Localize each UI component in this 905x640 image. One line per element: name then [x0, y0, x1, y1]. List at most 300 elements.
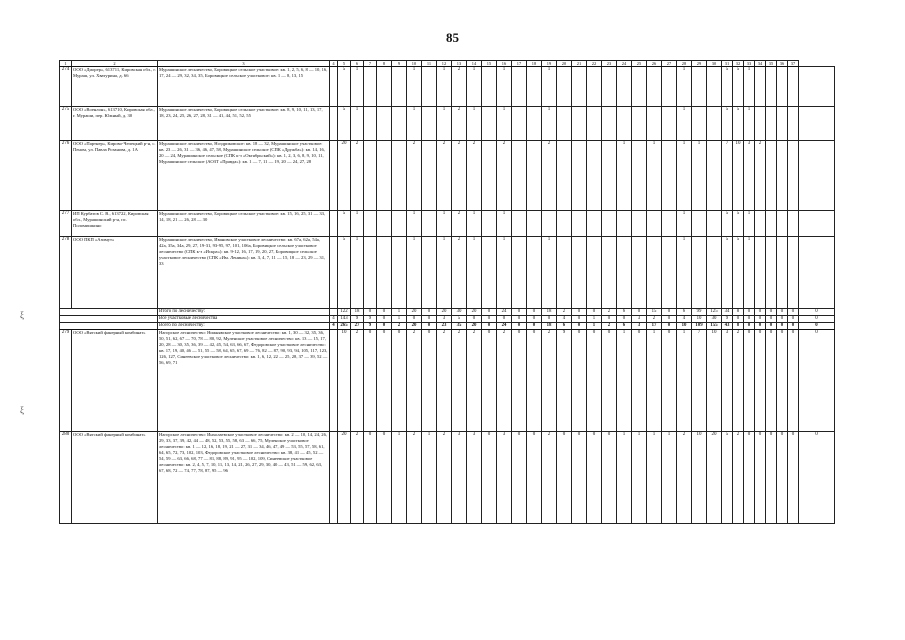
- value-cell: [572, 237, 587, 309]
- column-number: 19: [542, 61, 557, 67]
- total-value-cell: 24: [497, 323, 512, 330]
- value-cell: [482, 67, 497, 107]
- value-cell: 3: [452, 432, 467, 524]
- value-cell: 1: [542, 237, 557, 309]
- value-cell: [755, 211, 766, 237]
- value-cell: [766, 211, 777, 237]
- total-value-cell: 0: [482, 309, 497, 316]
- total-value-cell: 10: [677, 323, 692, 330]
- value-cell: 5: [338, 211, 351, 237]
- total-value-cell: 10: [692, 316, 707, 323]
- value-cell: [330, 141, 338, 211]
- value-cell: 0: [482, 330, 497, 432]
- value-cell: 0: [777, 432, 788, 524]
- value-cell: 1: [407, 67, 422, 107]
- value-cell: [602, 237, 617, 309]
- total-value-cell: 17: [647, 323, 662, 330]
- value-cell: [788, 211, 799, 237]
- value-cell: [632, 211, 647, 237]
- total-value-cell: 0: [755, 316, 766, 323]
- value-cell: [330, 432, 338, 524]
- value-cell: 0: [755, 432, 766, 524]
- column-number: 25: [632, 61, 647, 67]
- value-cell: [377, 141, 392, 211]
- total-value-cell: 143: [338, 316, 351, 323]
- column-number: 31: [722, 61, 733, 67]
- value-cell: [788, 141, 799, 211]
- value-cell: 0: [799, 330, 835, 432]
- organization-cell: ООО «Военлон», 613710, Кировская обл., г. Мураши, пер. Южный, д. 30: [72, 107, 158, 141]
- total-value-cell: 9: [351, 316, 364, 323]
- total-value-cell: 3: [437, 316, 452, 323]
- total-value-cell: 20: [437, 309, 452, 316]
- total-value-cell: 18: [542, 309, 557, 316]
- total-value-cell: 0: [733, 316, 744, 323]
- total-value-cell: 122: [338, 309, 351, 316]
- value-cell: [587, 107, 602, 141]
- value-cell: [422, 141, 437, 211]
- value-cell: 1: [407, 107, 422, 141]
- value-cell: [707, 107, 722, 141]
- value-cell: [482, 141, 497, 211]
- value-cell: [755, 107, 766, 141]
- value-cell: [377, 237, 392, 309]
- value-cell: 2: [452, 237, 467, 309]
- value-cell: [542, 211, 557, 237]
- value-cell: [572, 211, 587, 237]
- value-cell: 0: [799, 432, 835, 524]
- column-number: 34: [755, 61, 766, 67]
- value-cell: 5: [733, 237, 744, 309]
- value-cell: [602, 211, 617, 237]
- column-number: 23: [602, 61, 617, 67]
- value-cell: 0: [788, 330, 799, 432]
- value-cell: 5: [722, 67, 733, 107]
- total-value-cell: 8: [733, 323, 744, 330]
- value-cell: 0: [527, 330, 542, 432]
- value-cell: 2: [733, 432, 744, 524]
- value-cell: [512, 211, 527, 237]
- value-cell: 0: [482, 432, 497, 524]
- column-number: 5: [338, 61, 351, 67]
- column-number: 15: [482, 61, 497, 67]
- total-value-cell: 9: [722, 316, 733, 323]
- total-row: [60, 309, 835, 316]
- value-cell: 3: [467, 432, 482, 524]
- total-value-cell: 0: [467, 316, 482, 323]
- total-value-cell: 0: [497, 316, 512, 323]
- row-number: 277: [60, 211, 72, 237]
- value-cell: [330, 67, 338, 107]
- value-cell: 1: [677, 67, 692, 107]
- value-cell: [662, 107, 677, 141]
- page-number: 85: [446, 30, 459, 45]
- value-cell: 5: [733, 107, 744, 141]
- value-cell: [766, 237, 777, 309]
- value-cell: 0: [587, 330, 602, 432]
- total-value-cell: 0: [364, 309, 377, 316]
- value-cell: 1: [617, 432, 632, 524]
- value-cell: [364, 107, 377, 141]
- organization-cell: ООО «Вятский фанерный комбинат»: [72, 432, 158, 524]
- total-value-cell: 0: [799, 309, 835, 316]
- total-value-cell: 23: [437, 323, 452, 330]
- column-number: 1: [60, 61, 72, 67]
- total-value-cell: 0: [587, 309, 602, 316]
- value-cell: [707, 67, 722, 107]
- total-value-cell: 0: [527, 316, 542, 323]
- total-row: [60, 323, 835, 330]
- value-cell: [364, 67, 377, 107]
- total-value-cell: 99: [692, 309, 707, 316]
- empty-cell: [60, 309, 158, 316]
- value-cell: [392, 211, 407, 237]
- value-cell: 9: [557, 330, 572, 432]
- total-value-cell: 3: [632, 323, 647, 330]
- value-cell: [662, 237, 677, 309]
- table-row: [60, 237, 835, 309]
- value-cell: 1: [617, 330, 632, 432]
- value-cell: 1: [497, 67, 512, 107]
- total-value-cell: 0: [788, 323, 799, 330]
- value-cell: 0: [744, 330, 755, 432]
- value-cell: [572, 107, 587, 141]
- value-cell: 0: [766, 432, 777, 524]
- column-number: 4: [330, 61, 338, 67]
- value-cell: [755, 237, 766, 309]
- total-value-cell: 0: [527, 323, 542, 330]
- value-cell: [788, 107, 799, 141]
- value-cell: [766, 141, 777, 211]
- value-cell: [330, 330, 338, 432]
- value-cell: [527, 211, 542, 237]
- value-cell: [632, 141, 647, 211]
- value-cell: [617, 211, 632, 237]
- value-cell: 0: [377, 330, 392, 432]
- value-cell: 3: [744, 141, 755, 211]
- table-row: [60, 330, 835, 432]
- value-cell: 1: [467, 107, 482, 141]
- value-cell: 5: [338, 67, 351, 107]
- column-number: 7: [364, 61, 377, 67]
- value-cell: 5: [722, 211, 733, 237]
- value-cell: [707, 237, 722, 309]
- value-cell: 0: [364, 330, 377, 432]
- value-cell: 1: [744, 67, 755, 107]
- value-cell: [482, 211, 497, 237]
- total-value-cell: 0: [617, 316, 632, 323]
- forest-quarters-cell: Мурашинское лесничество, Боровицкое сельское участковое: кв. 15, 16, 25, 31 — 33, 14, 18, 21 — 26, 28 — 30: [158, 211, 330, 237]
- total-value-cell: 0: [662, 309, 677, 316]
- total-value-cell: 1: [392, 309, 407, 316]
- value-cell: [662, 211, 677, 237]
- value-cell: 20: [338, 432, 351, 524]
- value-cell: 3: [722, 330, 733, 432]
- value-cell: [364, 141, 377, 211]
- column-number: 9: [392, 61, 407, 67]
- value-cell: 0: [602, 330, 617, 432]
- value-cell: 2: [542, 330, 557, 432]
- value-cell: 0: [766, 330, 777, 432]
- value-cell: [766, 107, 777, 141]
- value-cell: 2: [407, 432, 422, 524]
- table-row: [60, 107, 835, 141]
- value-cell: [777, 237, 788, 309]
- total-value-cell: 0: [766, 309, 777, 316]
- value-cell: 2: [467, 141, 482, 211]
- value-cell: [527, 67, 542, 107]
- value-cell: 1: [497, 237, 512, 309]
- value-cell: 1: [437, 237, 452, 309]
- value-cell: 2: [437, 141, 452, 211]
- value-cell: 1: [392, 432, 407, 524]
- value-cell: 2: [351, 330, 364, 432]
- total-value-cell: 0: [512, 323, 527, 330]
- organization-cell: ООО ПКП «Азимут»: [72, 237, 158, 309]
- value-cell: 0: [392, 330, 407, 432]
- value-cell: [632, 67, 647, 107]
- total-value-cell: 0: [377, 323, 392, 330]
- total-value-cell: 0: [632, 309, 647, 316]
- registry-table: [59, 60, 835, 524]
- total-value-cell: 20: [467, 309, 482, 316]
- value-cell: 0: [377, 432, 392, 524]
- value-cell: [799, 141, 835, 211]
- value-cell: 1: [497, 107, 512, 141]
- column-number: 10: [407, 61, 422, 67]
- value-cell: 0: [512, 432, 527, 524]
- value-cell: 2: [497, 141, 512, 211]
- column-number: 27: [662, 61, 677, 67]
- total-value-cell: 4: [330, 316, 338, 323]
- value-cell: 0: [572, 330, 587, 432]
- column-number: 16: [497, 61, 512, 67]
- value-cell: 0: [602, 432, 617, 524]
- value-cell: [572, 141, 587, 211]
- value-cell: 2: [407, 330, 422, 432]
- value-cell: 0: [744, 432, 755, 524]
- value-cell: [602, 67, 617, 107]
- row-number: 274: [60, 67, 72, 107]
- value-cell: [647, 67, 662, 107]
- value-cell: 2: [733, 330, 744, 432]
- total-value-cell: 0: [482, 316, 497, 323]
- column-number: 2: [72, 61, 158, 67]
- total-value-cell: 0: [512, 316, 527, 323]
- total-value-cell: 109: [692, 323, 707, 330]
- total-value-cell: 20: [407, 309, 422, 316]
- value-cell: 1: [437, 107, 452, 141]
- value-cell: 1: [744, 237, 755, 309]
- total-value-cell: 0: [602, 316, 617, 323]
- total-value-cell: 2: [647, 316, 662, 323]
- empty-cell: [60, 323, 158, 330]
- value-cell: 1: [744, 211, 755, 237]
- value-cell: [377, 211, 392, 237]
- total-value-cell: 6: [677, 309, 692, 316]
- value-cell: [527, 141, 542, 211]
- value-cell: [364, 211, 377, 237]
- value-cell: [330, 107, 338, 141]
- row-number: 275: [60, 107, 72, 141]
- total-value-cell: 1: [587, 316, 602, 323]
- value-cell: 5: [722, 237, 733, 309]
- value-cell: [766, 67, 777, 107]
- row-number: 279: [60, 330, 72, 432]
- value-cell: [422, 67, 437, 107]
- total-value-cell: 265: [338, 323, 351, 330]
- value-cell: 2: [437, 432, 452, 524]
- value-cell: [755, 67, 766, 107]
- total-value-cell: 8: [733, 309, 744, 316]
- value-cell: [392, 67, 407, 107]
- total-value-cell: 1: [392, 316, 407, 323]
- value-cell: [799, 211, 835, 237]
- value-cell: 1: [647, 330, 662, 432]
- value-cell: 1: [437, 211, 452, 237]
- total-value-cell: 0: [744, 323, 755, 330]
- organization-cell: ООО «Вятский фанерный комбинат»: [72, 330, 158, 432]
- total-value-cell: 0: [744, 309, 755, 316]
- value-cell: [527, 237, 542, 309]
- value-cell: [330, 237, 338, 309]
- value-cell: [777, 107, 788, 141]
- value-cell: 10: [707, 330, 722, 432]
- value-cell: [512, 67, 527, 107]
- total-value-cell: 155: [707, 323, 722, 330]
- total-value-cell: [330, 309, 338, 316]
- value-cell: [557, 107, 572, 141]
- value-cell: 20: [707, 432, 722, 524]
- value-cell: [647, 211, 662, 237]
- total-value-cell: 0: [662, 323, 677, 330]
- value-cell: [707, 211, 722, 237]
- total-value-cell: 0: [766, 323, 777, 330]
- value-cell: 1: [677, 141, 692, 211]
- table-row: [60, 141, 835, 211]
- value-cell: 2: [542, 141, 557, 211]
- column-number: 17: [512, 61, 527, 67]
- column-number: 30: [707, 61, 722, 67]
- total-row: [60, 316, 835, 323]
- column-number: 8: [377, 61, 392, 67]
- total-value-cell: 0: [799, 323, 835, 330]
- total-value-cell: 2: [602, 309, 617, 316]
- value-cell: [587, 237, 602, 309]
- value-cell: 2: [351, 141, 364, 211]
- column-number: 29: [692, 61, 707, 67]
- value-cell: 7: [722, 141, 733, 211]
- forest-quarters-cell: Мурашинское лесничество, Ивановское участковое лесничество: кв. 67а, 62а, 54а, 42а, 35а, 34а, 29, 27, 19-31, 93-95, 97, 101, 106а, Боровицкое сельское участковое лесничество (СПК к-з «Искра»): кв. 9-12, 16, 17, 19, 20, 27, Боровицкое сельское участковое лесничество (СПК «Им. Ленина»): кв. 3, 4, 7, 11 — 15, 18 — 23, 29 — 31, 33: [158, 237, 330, 309]
- value-cell: 0: [777, 330, 788, 432]
- value-cell: [632, 237, 647, 309]
- column-number: 21: [572, 61, 587, 67]
- organization-cell: ООО «Диорер», 613711, Кировская обл., г. Мураш, ул. Хватурина, д. 66: [72, 67, 158, 107]
- value-cell: [587, 141, 602, 211]
- value-cell: [377, 107, 392, 141]
- value-cell: 1: [677, 107, 692, 141]
- column-number: 28: [677, 61, 692, 67]
- value-cell: [647, 237, 662, 309]
- total-value-cell: 0: [572, 316, 587, 323]
- total-value-cell: 0: [744, 316, 755, 323]
- total-value-cell: 0: [377, 309, 392, 316]
- total-value-cell: 30: [707, 316, 722, 323]
- value-cell: 2: [452, 107, 467, 141]
- value-cell: [788, 67, 799, 107]
- value-cell: 1: [632, 432, 647, 524]
- total-value-cell: 18: [542, 323, 557, 330]
- value-cell: [364, 237, 377, 309]
- column-number: 14: [467, 61, 482, 67]
- total-value-cell: 24: [497, 309, 512, 316]
- total-value-cell: 4: [677, 316, 692, 323]
- value-cell: 10: [338, 330, 351, 432]
- value-cell: 1: [467, 237, 482, 309]
- value-cell: [527, 107, 542, 141]
- value-cell: [692, 67, 707, 107]
- column-number: 18: [527, 61, 542, 67]
- total-value-cell: 4: [557, 316, 572, 323]
- column-number: 24: [617, 61, 632, 67]
- column-number: 26: [647, 61, 662, 67]
- total-label: Всего по лесничеству:: [158, 323, 330, 330]
- table-row: [60, 211, 835, 237]
- value-cell: 1: [437, 67, 452, 107]
- total-value-cell: 0: [377, 316, 392, 323]
- value-cell: 10: [692, 432, 707, 524]
- value-cell: [777, 211, 788, 237]
- value-cell: [692, 211, 707, 237]
- column-number: 36: [777, 61, 788, 67]
- value-cell: 0: [572, 432, 587, 524]
- value-cell: [602, 107, 617, 141]
- total-value-cell: 20: [467, 323, 482, 330]
- total-value-cell: 0: [572, 309, 587, 316]
- value-cell: 1: [467, 211, 482, 237]
- total-value-cell: 6: [557, 323, 572, 330]
- total-value-cell: 0: [407, 316, 422, 323]
- total-value-cell: 2: [392, 323, 407, 330]
- value-cell: 2: [677, 432, 692, 524]
- value-cell: 0: [587, 432, 602, 524]
- value-cell: [422, 237, 437, 309]
- value-cell: [422, 211, 437, 237]
- total-value-cell: 2: [557, 309, 572, 316]
- row-number: 276: [60, 141, 72, 211]
- total-value-cell: 0: [512, 309, 527, 316]
- total-value-cell: 0: [482, 323, 497, 330]
- forest-quarters-cell: Мурашинское лесничество, Боровицкое сельское участковое: кв. 8, 9, 10, 11, 13, 17, 18, 23, 24, 25, 26, 27, 28, 31 — 41, 44, 51, 52, 55: [158, 107, 330, 141]
- column-number: 13: [452, 61, 467, 67]
- value-cell: 5: [338, 107, 351, 141]
- value-cell: 1: [351, 211, 364, 237]
- column-number: 12: [437, 61, 452, 67]
- value-cell: 0: [662, 330, 677, 432]
- value-cell: [422, 107, 437, 141]
- total-value-cell: 0: [788, 316, 799, 323]
- value-cell: [662, 67, 677, 107]
- value-cell: [512, 107, 527, 141]
- total-value-cell: 2: [602, 323, 617, 330]
- value-cell: [557, 211, 572, 237]
- value-cell: 2: [452, 211, 467, 237]
- value-cell: [617, 67, 632, 107]
- column-number: 22: [587, 61, 602, 67]
- column-number: 20: [557, 61, 572, 67]
- total-value-cell: 0: [422, 316, 437, 323]
- value-cell: 5: [733, 67, 744, 107]
